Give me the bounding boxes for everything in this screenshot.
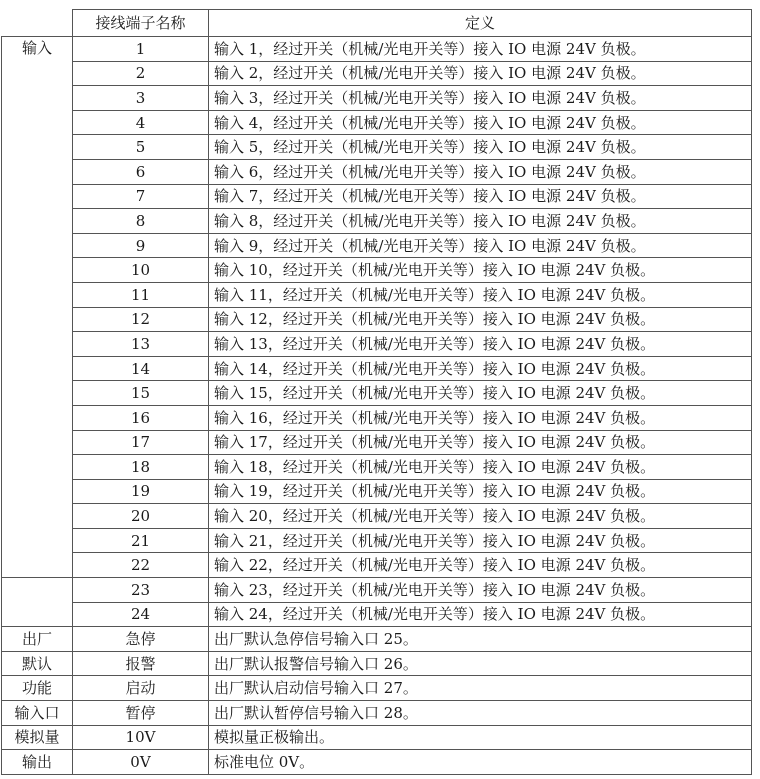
table-row [2, 725, 752, 750]
table-row [2, 479, 752, 504]
header-terminal-name: 接线端子名称 [73, 10, 209, 37]
table-row [2, 504, 752, 529]
header-definition: 定义 [209, 10, 752, 37]
terminal-cell: 报警 [73, 651, 209, 676]
group-analog-line2: 输出 [2, 750, 73, 775]
terminal-cell: 5 [73, 135, 209, 160]
terminal-cell: 急停 [73, 627, 209, 652]
terminal-cell: 24 [73, 602, 209, 627]
terminal-cell: 2 [73, 61, 209, 86]
definition-cell: 输入 14，经过开关（机械/光电开关等）接入 IO 电源 24V 负极。 [209, 356, 752, 381]
terminal-cell: 10V [73, 725, 209, 750]
terminal-cell: 15 [73, 381, 209, 406]
definition-cell: 出厂默认报警信号输入口 26。 [209, 651, 752, 676]
table-row [2, 528, 752, 553]
group-factory-line4: 输入口 [2, 701, 73, 726]
group-blank [2, 578, 73, 627]
table-row [2, 627, 752, 652]
terminal-cell: 10 [73, 258, 209, 283]
terminal-definition-table [1, 9, 752, 775]
terminal-cell: 20 [73, 504, 209, 529]
table-row [2, 61, 752, 86]
definition-cell: 输入 1，经过开关（机械/光电开关等）接入 IO 电源 24V 负极。 [209, 37, 752, 62]
definition-cell: 输入 11，经过开关（机械/光电开关等）接入 IO 电源 24V 负极。 [209, 282, 752, 307]
table-row [2, 651, 752, 676]
definition-cell: 输入 19，经过开关（机械/光电开关等）接入 IO 电源 24V 负极。 [209, 479, 752, 504]
table-row [2, 405, 752, 430]
table-row [2, 602, 752, 627]
terminal-cell: 19 [73, 479, 209, 504]
terminal-cell: 16 [73, 405, 209, 430]
table-row [2, 750, 752, 775]
table-header-row [2, 10, 752, 37]
definition-cell: 输入 4，经过开关（机械/光电开关等）接入 IO 电源 24V 负极。 [209, 110, 752, 135]
header-category [2, 10, 73, 37]
terminal-cell: 启动 [73, 676, 209, 701]
table-row [2, 381, 752, 406]
terminal-cell: 11 [73, 282, 209, 307]
definition-cell: 输入 22，经过开关（机械/光电开关等）接入 IO 电源 24V 负极。 [209, 553, 752, 578]
definition-cell: 输入 24，经过开关（机械/光电开关等）接入 IO 电源 24V 负极。 [209, 602, 752, 627]
terminal-cell: 23 [73, 578, 209, 603]
terminal-cell: 1 [73, 37, 209, 62]
definition-cell: 输入 7，经过开关（机械/光电开关等）接入 IO 电源 24V 负极。 [209, 184, 752, 209]
table-row [2, 86, 752, 111]
group-input: 输入 [2, 37, 73, 578]
terminal-cell: 22 [73, 553, 209, 578]
table-row [2, 233, 752, 258]
definition-cell: 输入 12，经过开关（机械/光电开关等）接入 IO 电源 24V 负极。 [209, 307, 752, 332]
table-row [2, 455, 752, 480]
group-analog-line1: 模拟量 [2, 725, 73, 750]
group-factory-line3: 功能 [2, 676, 73, 701]
definition-cell: 输入 18，经过开关（机械/光电开关等）接入 IO 电源 24V 负极。 [209, 455, 752, 480]
definition-cell: 标准电位 0V。 [209, 750, 752, 775]
table-row [2, 159, 752, 184]
terminal-cell: 21 [73, 528, 209, 553]
definition-cell: 输入 17，经过开关（机械/光电开关等）接入 IO 电源 24V 负极。 [209, 430, 752, 455]
table-row [2, 578, 752, 603]
terminal-cell: 18 [73, 455, 209, 480]
definition-cell: 输入 10，经过开关（机械/光电开关等）接入 IO 电源 24V 负极。 [209, 258, 752, 283]
definition-cell: 输入 23，经过开关（机械/光电开关等）接入 IO 电源 24V 负极。 [209, 578, 752, 603]
table-row [2, 110, 752, 135]
definition-cell: 输入 20，经过开关（机械/光电开关等）接入 IO 电源 24V 负极。 [209, 504, 752, 529]
table-row [2, 332, 752, 357]
table-body [2, 37, 752, 775]
table-row [2, 37, 752, 62]
definition-cell: 输入 16，经过开关（机械/光电开关等）接入 IO 电源 24V 负极。 [209, 405, 752, 430]
table-row [2, 701, 752, 726]
terminal-cell: 3 [73, 86, 209, 111]
table-row [2, 676, 752, 701]
table-row [2, 553, 752, 578]
definition-cell: 输入 5，经过开关（机械/光电开关等）接入 IO 电源 24V 负极。 [209, 135, 752, 160]
terminal-cell: 8 [73, 209, 209, 234]
table-row [2, 135, 752, 160]
definition-cell: 输入 21，经过开关（机械/光电开关等）接入 IO 电源 24V 负极。 [209, 528, 752, 553]
table-row [2, 184, 752, 209]
definition-cell: 模拟量正极输出。 [209, 725, 752, 750]
table-row [2, 258, 752, 283]
definition-cell: 出厂默认急停信号输入口 25。 [209, 627, 752, 652]
terminal-cell: 12 [73, 307, 209, 332]
definition-cell: 输入 6，经过开关（机械/光电开关等）接入 IO 电源 24V 负极。 [209, 159, 752, 184]
definition-cell: 输入 3，经过开关（机械/光电开关等）接入 IO 电源 24V 负极。 [209, 86, 752, 111]
definition-cell: 输入 9，经过开关（机械/光电开关等）接入 IO 电源 24V 负极。 [209, 233, 752, 258]
terminal-cell: 暂停 [73, 701, 209, 726]
definition-cell: 输入 8，经过开关（机械/光电开关等）接入 IO 电源 24V 负极。 [209, 209, 752, 234]
table-row [2, 430, 752, 455]
table-row [2, 307, 752, 332]
definition-cell: 出厂默认暂停信号输入口 28。 [209, 701, 752, 726]
group-factory-line1: 出厂 [2, 627, 73, 652]
definition-cell: 出厂默认启动信号输入口 27。 [209, 676, 752, 701]
terminal-cell: 17 [73, 430, 209, 455]
terminal-cell: 9 [73, 233, 209, 258]
terminal-cell: 7 [73, 184, 209, 209]
terminal-cell: 13 [73, 332, 209, 357]
definition-cell: 输入 2，经过开关（机械/光电开关等）接入 IO 电源 24V 负极。 [209, 61, 752, 86]
group-factory-line2: 默认 [2, 651, 73, 676]
table-row [2, 282, 752, 307]
terminal-cell: 0V [73, 750, 209, 775]
terminal-cell: 4 [73, 110, 209, 135]
terminal-cell: 6 [73, 159, 209, 184]
terminal-cell: 14 [73, 356, 209, 381]
table-row [2, 356, 752, 381]
definition-cell: 输入 13，经过开关（机械/光电开关等）接入 IO 电源 24V 负极。 [209, 332, 752, 357]
definition-cell: 输入 15，经过开关（机械/光电开关等）接入 IO 电源 24V 负极。 [209, 381, 752, 406]
table-row [2, 209, 752, 234]
